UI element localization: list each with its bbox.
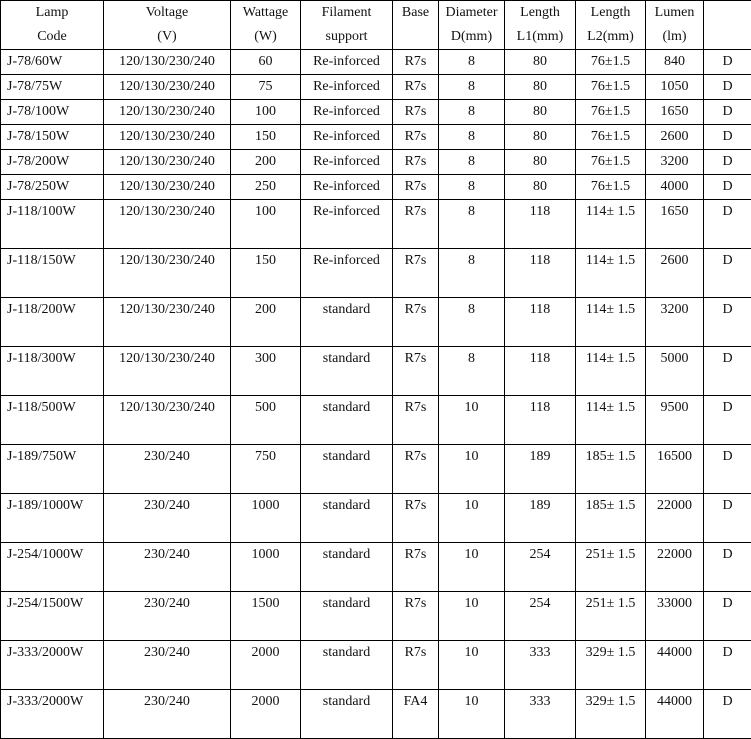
type-cell: D <box>704 150 751 175</box>
table-row <box>1 641 751 690</box>
length-l1-cell: 189 <box>505 445 576 494</box>
voltage-cell: 230/240 <box>104 543 231 592</box>
diameter-cell: 8 <box>439 298 505 347</box>
lumen-cell: 3200 <box>646 298 704 347</box>
table-row <box>1 50 751 75</box>
type-cell: D <box>704 494 751 543</box>
filament-support-cell: Re-inforced <box>301 75 393 100</box>
wattage-cell: 500 <box>231 396 301 445</box>
length-l2-cell: 114± 1.5 <box>576 347 646 396</box>
wattage-cell: 1000 <box>231 543 301 592</box>
filament-support-cell: standard <box>301 347 393 396</box>
base-cell: R7s <box>393 125 439 150</box>
header-wattage <box>231 1 301 50</box>
header-line-1: Diameter <box>441 1 502 25</box>
base-cell: R7s <box>393 543 439 592</box>
type-cell: D <box>704 200 751 249</box>
lamp-code-cell: J-78/150W <box>1 125 104 150</box>
filament-support-cell: standard <box>301 396 393 445</box>
table-row <box>1 543 751 592</box>
filament-support-cell: Re-inforced <box>301 125 393 150</box>
header-voltage <box>104 1 231 50</box>
lamp-code-cell: J-118/200W <box>1 298 104 347</box>
voltage-cell: 230/240 <box>104 494 231 543</box>
lamp-code-cell: J-118/100W <box>1 200 104 249</box>
length-l2-cell: 76±1.5 <box>576 50 646 75</box>
filament-support-cell: standard <box>301 445 393 494</box>
length-l2-cell: 329± 1.5 <box>576 690 646 739</box>
lumen-cell: 33000 <box>646 592 704 641</box>
filament-support-cell: standard <box>301 543 393 592</box>
voltage-cell: 120/130/230/240 <box>104 249 231 298</box>
type-cell: D <box>704 50 751 75</box>
filament-support-cell: standard <box>301 690 393 739</box>
table-row <box>1 298 751 347</box>
type-cell: D <box>704 125 751 150</box>
voltage-cell: 120/130/230/240 <box>104 347 231 396</box>
lumen-cell: 3200 <box>646 150 704 175</box>
wattage-cell: 150 <box>231 249 301 298</box>
type-cell: D <box>704 175 751 200</box>
length-l1-cell: 80 <box>505 150 576 175</box>
base-cell: R7s <box>393 641 439 690</box>
wattage-cell: 750 <box>231 445 301 494</box>
lamp-code-cell: J-189/750W <box>1 445 104 494</box>
length-l1-cell: 118 <box>505 396 576 445</box>
lamp-code-cell: J-78/200W <box>1 150 104 175</box>
header-diameter <box>439 1 505 50</box>
base-cell: R7s <box>393 150 439 175</box>
length-l2-cell: 185± 1.5 <box>576 494 646 543</box>
filament-support-cell: standard <box>301 494 393 543</box>
wattage-cell: 2000 <box>231 690 301 739</box>
header-filament-support <box>301 1 393 50</box>
filament-support-cell: Re-inforced <box>301 50 393 75</box>
table-row <box>1 494 751 543</box>
header-lumen <box>646 1 704 50</box>
length-l1-cell: 118 <box>505 347 576 396</box>
diameter-cell: 10 <box>439 592 505 641</box>
header-line-1: Lamp <box>3 1 101 25</box>
base-cell: R7s <box>393 200 439 249</box>
voltage-cell: 120/130/230/240 <box>104 396 231 445</box>
lumen-cell: 1050 <box>646 75 704 100</box>
lamp-code-cell: J-78/75W <box>1 75 104 100</box>
lamp-code-cell: J-78/250W <box>1 175 104 200</box>
wattage-cell: 100 <box>231 100 301 125</box>
header-line-2: D(mm) <box>441 25 502 49</box>
header-line-1: Base <box>395 1 436 25</box>
diameter-cell: 8 <box>439 150 505 175</box>
header-line-2: (V) <box>106 25 228 49</box>
type-cell: D <box>704 100 751 125</box>
length-l2-cell: 76±1.5 <box>576 100 646 125</box>
length-l2-cell: 76±1.5 <box>576 75 646 100</box>
lumen-cell: 22000 <box>646 543 704 592</box>
table-row <box>1 249 751 298</box>
lumen-cell: 44000 <box>646 641 704 690</box>
lumen-cell: 2600 <box>646 125 704 150</box>
length-l2-cell: 329± 1.5 <box>576 641 646 690</box>
table-row <box>1 150 751 175</box>
filament-support-cell: standard <box>301 298 393 347</box>
length-l1-cell: 80 <box>505 50 576 75</box>
wattage-cell: 200 <box>231 150 301 175</box>
base-cell: R7s <box>393 249 439 298</box>
diameter-cell: 10 <box>439 543 505 592</box>
table-row <box>1 592 751 641</box>
lumen-cell: 1650 <box>646 200 704 249</box>
base-cell: R7s <box>393 175 439 200</box>
lamp-code-cell: J-333/2000W <box>1 641 104 690</box>
lamp-code-cell: J-78/100W <box>1 100 104 125</box>
header-line-1: Voltage <box>106 1 228 25</box>
diameter-cell: 8 <box>439 100 505 125</box>
wattage-cell: 150 <box>231 125 301 150</box>
lamp-code-cell: J-118/300W <box>1 347 104 396</box>
length-l2-cell: 114± 1.5 <box>576 200 646 249</box>
filament-support-cell: Re-inforced <box>301 200 393 249</box>
diameter-cell: 10 <box>439 445 505 494</box>
table-row <box>1 175 751 200</box>
lumen-cell: 4000 <box>646 175 704 200</box>
voltage-cell: 120/130/230/240 <box>104 150 231 175</box>
voltage-cell: 230/240 <box>104 445 231 494</box>
voltage-cell: 120/130/230/240 <box>104 200 231 249</box>
lamp-code-cell: J-333/2000W <box>1 690 104 739</box>
length-l2-cell: 76±1.5 <box>576 175 646 200</box>
header-line-2: L1(mm) <box>507 25 573 49</box>
type-cell: D <box>704 641 751 690</box>
length-l1-cell: 254 <box>505 543 576 592</box>
length-l2-cell: 76±1.5 <box>576 150 646 175</box>
type-cell: D <box>704 347 751 396</box>
diameter-cell: 8 <box>439 50 505 75</box>
wattage-cell: 60 <box>231 50 301 75</box>
header-blank <box>704 1 751 50</box>
type-cell: D <box>704 298 751 347</box>
table-body <box>1 50 751 739</box>
table-row <box>1 347 751 396</box>
diameter-cell: 10 <box>439 690 505 739</box>
length-l1-cell: 118 <box>505 200 576 249</box>
length-l2-cell: 251± 1.5 <box>576 543 646 592</box>
diameter-cell: 8 <box>439 347 505 396</box>
base-cell: R7s <box>393 75 439 100</box>
lamp-code-cell: J-254/1000W <box>1 543 104 592</box>
filament-support-cell: Re-inforced <box>301 150 393 175</box>
wattage-cell: 1000 <box>231 494 301 543</box>
diameter-cell: 8 <box>439 200 505 249</box>
diameter-cell: 10 <box>439 641 505 690</box>
diameter-cell: 8 <box>439 125 505 150</box>
header-line-1: Filament <box>303 1 390 25</box>
header-line-1: Wattage <box>233 1 298 25</box>
base-cell: R7s <box>393 396 439 445</box>
header-line-1: Length <box>507 1 573 25</box>
lamp-code-cell: J-118/500W <box>1 396 104 445</box>
length-l1-cell: 80 <box>505 175 576 200</box>
diameter-cell: 8 <box>439 75 505 100</box>
base-cell: FA4 <box>393 690 439 739</box>
base-cell: R7s <box>393 347 439 396</box>
diameter-cell: 8 <box>439 175 505 200</box>
header-line-1: Lumen <box>648 1 701 25</box>
filament-support-cell: Re-inforced <box>301 175 393 200</box>
length-l1-cell: 80 <box>505 100 576 125</box>
table-row <box>1 690 751 739</box>
type-cell: D <box>704 445 751 494</box>
type-cell: D <box>704 543 751 592</box>
filament-support-cell: Re-inforced <box>301 249 393 298</box>
lumen-cell: 2600 <box>646 249 704 298</box>
header-line-2: (lm) <box>648 25 701 49</box>
voltage-cell: 120/130/230/240 <box>104 100 231 125</box>
type-cell: D <box>704 690 751 739</box>
length-l2-cell: 251± 1.5 <box>576 592 646 641</box>
length-l1-cell: 333 <box>505 641 576 690</box>
base-cell: R7s <box>393 592 439 641</box>
header-length-l1 <box>505 1 576 50</box>
lumen-cell: 1650 <box>646 100 704 125</box>
wattage-cell: 250 <box>231 175 301 200</box>
lamp-code-cell: J-254/1500W <box>1 592 104 641</box>
table-row <box>1 445 751 494</box>
length-l2-cell: 114± 1.5 <box>576 249 646 298</box>
lumen-cell: 22000 <box>646 494 704 543</box>
lamp-code-cell: J-118/150W <box>1 249 104 298</box>
table-row <box>1 100 751 125</box>
filament-support-cell: Re-inforced <box>301 100 393 125</box>
filament-support-cell: standard <box>301 641 393 690</box>
header-line-2: (W) <box>233 25 298 49</box>
voltage-cell: 120/130/230/240 <box>104 75 231 100</box>
header-base <box>393 1 439 50</box>
voltage-cell: 120/130/230/240 <box>104 50 231 75</box>
lumen-cell: 44000 <box>646 690 704 739</box>
table-header <box>1 1 751 50</box>
voltage-cell: 230/240 <box>104 641 231 690</box>
wattage-cell: 75 <box>231 75 301 100</box>
base-cell: R7s <box>393 50 439 75</box>
voltage-cell: 120/130/230/240 <box>104 298 231 347</box>
filament-support-cell: standard <box>301 592 393 641</box>
length-l2-cell: 76±1.5 <box>576 125 646 150</box>
wattage-cell: 300 <box>231 347 301 396</box>
header-line-2: Code <box>3 25 101 49</box>
base-cell: R7s <box>393 445 439 494</box>
type-cell: D <box>704 592 751 641</box>
wattage-cell: 100 <box>231 200 301 249</box>
base-cell: R7s <box>393 494 439 543</box>
header-line-2: L2(mm) <box>578 25 643 49</box>
lumen-cell: 16500 <box>646 445 704 494</box>
voltage-cell: 230/240 <box>104 690 231 739</box>
header-length-l2 <box>576 1 646 50</box>
header-line-1: Length <box>578 1 643 25</box>
lamp-code-cell: J-189/1000W <box>1 494 104 543</box>
table-row <box>1 125 751 150</box>
length-l1-cell: 333 <box>505 690 576 739</box>
base-cell: R7s <box>393 298 439 347</box>
type-cell: D <box>704 75 751 100</box>
header-line-2: support <box>303 25 390 49</box>
lamp-code-cell: J-78/60W <box>1 50 104 75</box>
voltage-cell: 120/130/230/240 <box>104 175 231 200</box>
length-l1-cell: 118 <box>505 249 576 298</box>
length-l1-cell: 118 <box>505 298 576 347</box>
base-cell: R7s <box>393 100 439 125</box>
wattage-cell: 200 <box>231 298 301 347</box>
length-l1-cell: 80 <box>505 125 576 150</box>
voltage-cell: 230/240 <box>104 592 231 641</box>
wattage-cell: 1500 <box>231 592 301 641</box>
wattage-cell: 2000 <box>231 641 301 690</box>
diameter-cell: 8 <box>439 249 505 298</box>
length-l1-cell: 189 <box>505 494 576 543</box>
diameter-cell: 10 <box>439 396 505 445</box>
length-l2-cell: 114± 1.5 <box>576 396 646 445</box>
table-row <box>1 75 751 100</box>
header-lamp-code <box>1 1 104 50</box>
table-row <box>1 396 751 445</box>
type-cell: D <box>704 249 751 298</box>
length-l1-cell: 80 <box>505 75 576 100</box>
diameter-cell: 10 <box>439 494 505 543</box>
lumen-cell: 840 <box>646 50 704 75</box>
length-l1-cell: 254 <box>505 592 576 641</box>
length-l2-cell: 114± 1.5 <box>576 298 646 347</box>
table-row <box>1 200 751 249</box>
length-l2-cell: 185± 1.5 <box>576 445 646 494</box>
voltage-cell: 120/130/230/240 <box>104 125 231 150</box>
lumen-cell: 9500 <box>646 396 704 445</box>
type-cell: D <box>704 396 751 445</box>
lumen-cell: 5000 <box>646 347 704 396</box>
